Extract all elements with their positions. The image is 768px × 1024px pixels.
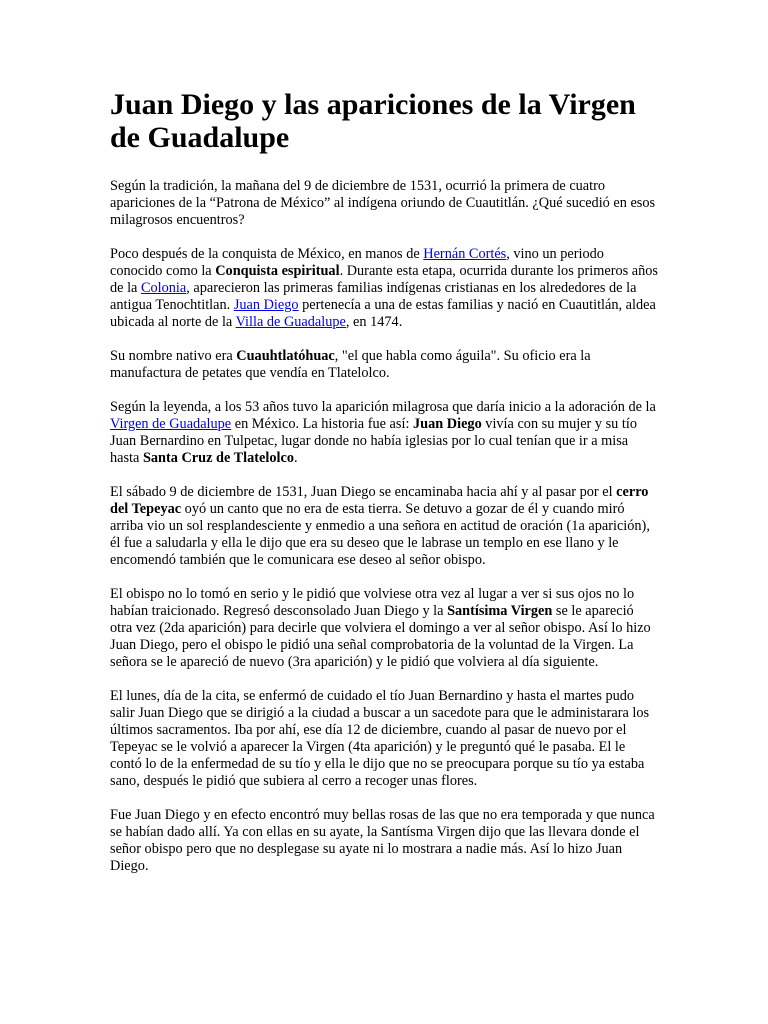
bold-conquista-espiritual: Conquista espiritual	[215, 263, 340, 279]
paragraph-obispo: El obispo no lo tomó en serio y le pidió que volviese otra vez al lugar a ver si sus ojos no lo habían traicionado. Regresó desconsolado Juan Diego y la Santísima Virgen se le apareció otra vez (2da aparición) para decirle que volviera el domingo a ver al señor obispo. Así lo hizo Juan Diego, pero el obispo le pidió una señal comprobatoria de la voluntad de la Virgen. La señora se le apareció de nuevo (3ra aparición) y le pidió que volviera al día siguiente.	[110, 586, 651, 670]
paragraph-nombre: Su nombre nativo era Cuauhtlatóhuac, "el que habla como águila". Su oficio era la manufactura de petates que vendía en Tlatelolco.	[110, 348, 591, 381]
link-colonia[interactable]: Colonia	[140, 280, 187, 296]
link-hernan-cortes[interactable]: Hernán Cortés	[423, 246, 507, 262]
bold-santisima-virgen: Santísima Virgen	[447, 603, 553, 619]
link-virgen-de-guadalupe[interactable]: Virgen de Guadalupe	[110, 416, 232, 432]
bold-juan-diego: Juan Diego	[413, 416, 482, 432]
link-villa-de-guadalupe[interactable]: Villa de Guadalupe	[235, 314, 346, 330]
paragraph-conquista: Poco después de la conquista de México, en manos de Hernán Cortés, vino un periodo conocido como la Conquista espiritual. Durante esta etapa, ocurrida durante los primeros años de la Colonia, aparecieron las primeras familias indígenas cristianas en los alrededores de la antigua Tenochtitlan. Juan Diego pertenecía a una de estas familias y nació en Cuautitlán, aldea ubicada al norte de la Villa de Guadalupe, en 1474.	[110, 246, 658, 330]
paragraph-intro: Según la tradición, la mañana del 9 de diciembre de 1531, ocurrió la primera de cuatro apariciones de la “Patrona de México” al indígena oriundo de Cuautitlán. ¿Qué sucedió en esos milagrosos encuentros?	[110, 178, 656, 228]
paragraph-lunes: El lunes, día de la cita, se enfermó de cuidado el tío Juan Bernardino y hasta el martes pudo salir Juan Diego que se dirigió a la ciudad a buscar a un sacedote para que le administarara los últimos sacramentos. Iba por ahí, ese día 12 de diciembre, cuando al pasar de nuevo por el Tepeyac se le volvió a aparecer la Virgen (4ta aparición) y le preguntó qué le pasaba. El le contó lo de la enfermedad de su tío y ella le dijo que no se preocupara porque su tío ya estaba sano, después le pidió que subiera al cerro a recoger unas flores.	[110, 688, 650, 789]
bold-cuauhtlatohuac: Cuauhtlatóhuac	[236, 348, 335, 364]
bold-cerro-del-tepeyac: cerro del Tepeyac	[110, 484, 649, 517]
paragraph-leyenda: Según la leyenda, a los 53 años tuvo la aparición milagrosa que daría inicio a la adoración de la Virgen de Guadalupe en México. La historia fue así: Juan Diego vivía con su mujer y su tío Juan Bernardino en Tulpetac, lugar donde no había iglesias por lo cual tenían que ir a misa hasta Santa Cruz de Tlatelolco.	[110, 399, 656, 466]
page-title: Juan Diego y las apariciones de la Virgen de Guadalupe	[110, 88, 636, 154]
paragraph-rosas: Fue Juan Diego y en efecto encontró muy bellas rosas de las que no era temporada y que nunca se habían dado allí. Ya con ellas en su ayate, la Santísma Virgen dijo que las llevara donde el señor obispo pero que no desplegase su ayate ni lo mostrara a nadie más. Así lo hizo Juan Diego.	[110, 807, 655, 874]
link-juan-diego[interactable]: Juan Diego	[233, 297, 299, 313]
bold-santa-cruz: Santa Cruz de Tlatelolco	[142, 450, 294, 466]
paragraph-primera-aparicion: El sábado 9 de diciembre de 1531, Juan Diego se encaminaba hacia ahí y al pasar por el cerro del Tepeyac oyó un canto que no era de esta tierra. Se detuvo a gozar de él y cuando miró arriba vio un sol resplandesciente y enmedio a una señora en actitud de oración (1a aparición), él fue a saludarla y ella le dijo que era su deseo que le labrase un templo en ese llano y le encomendó también que le comunicara ese deseo al señor obispo.	[110, 484, 650, 568]
